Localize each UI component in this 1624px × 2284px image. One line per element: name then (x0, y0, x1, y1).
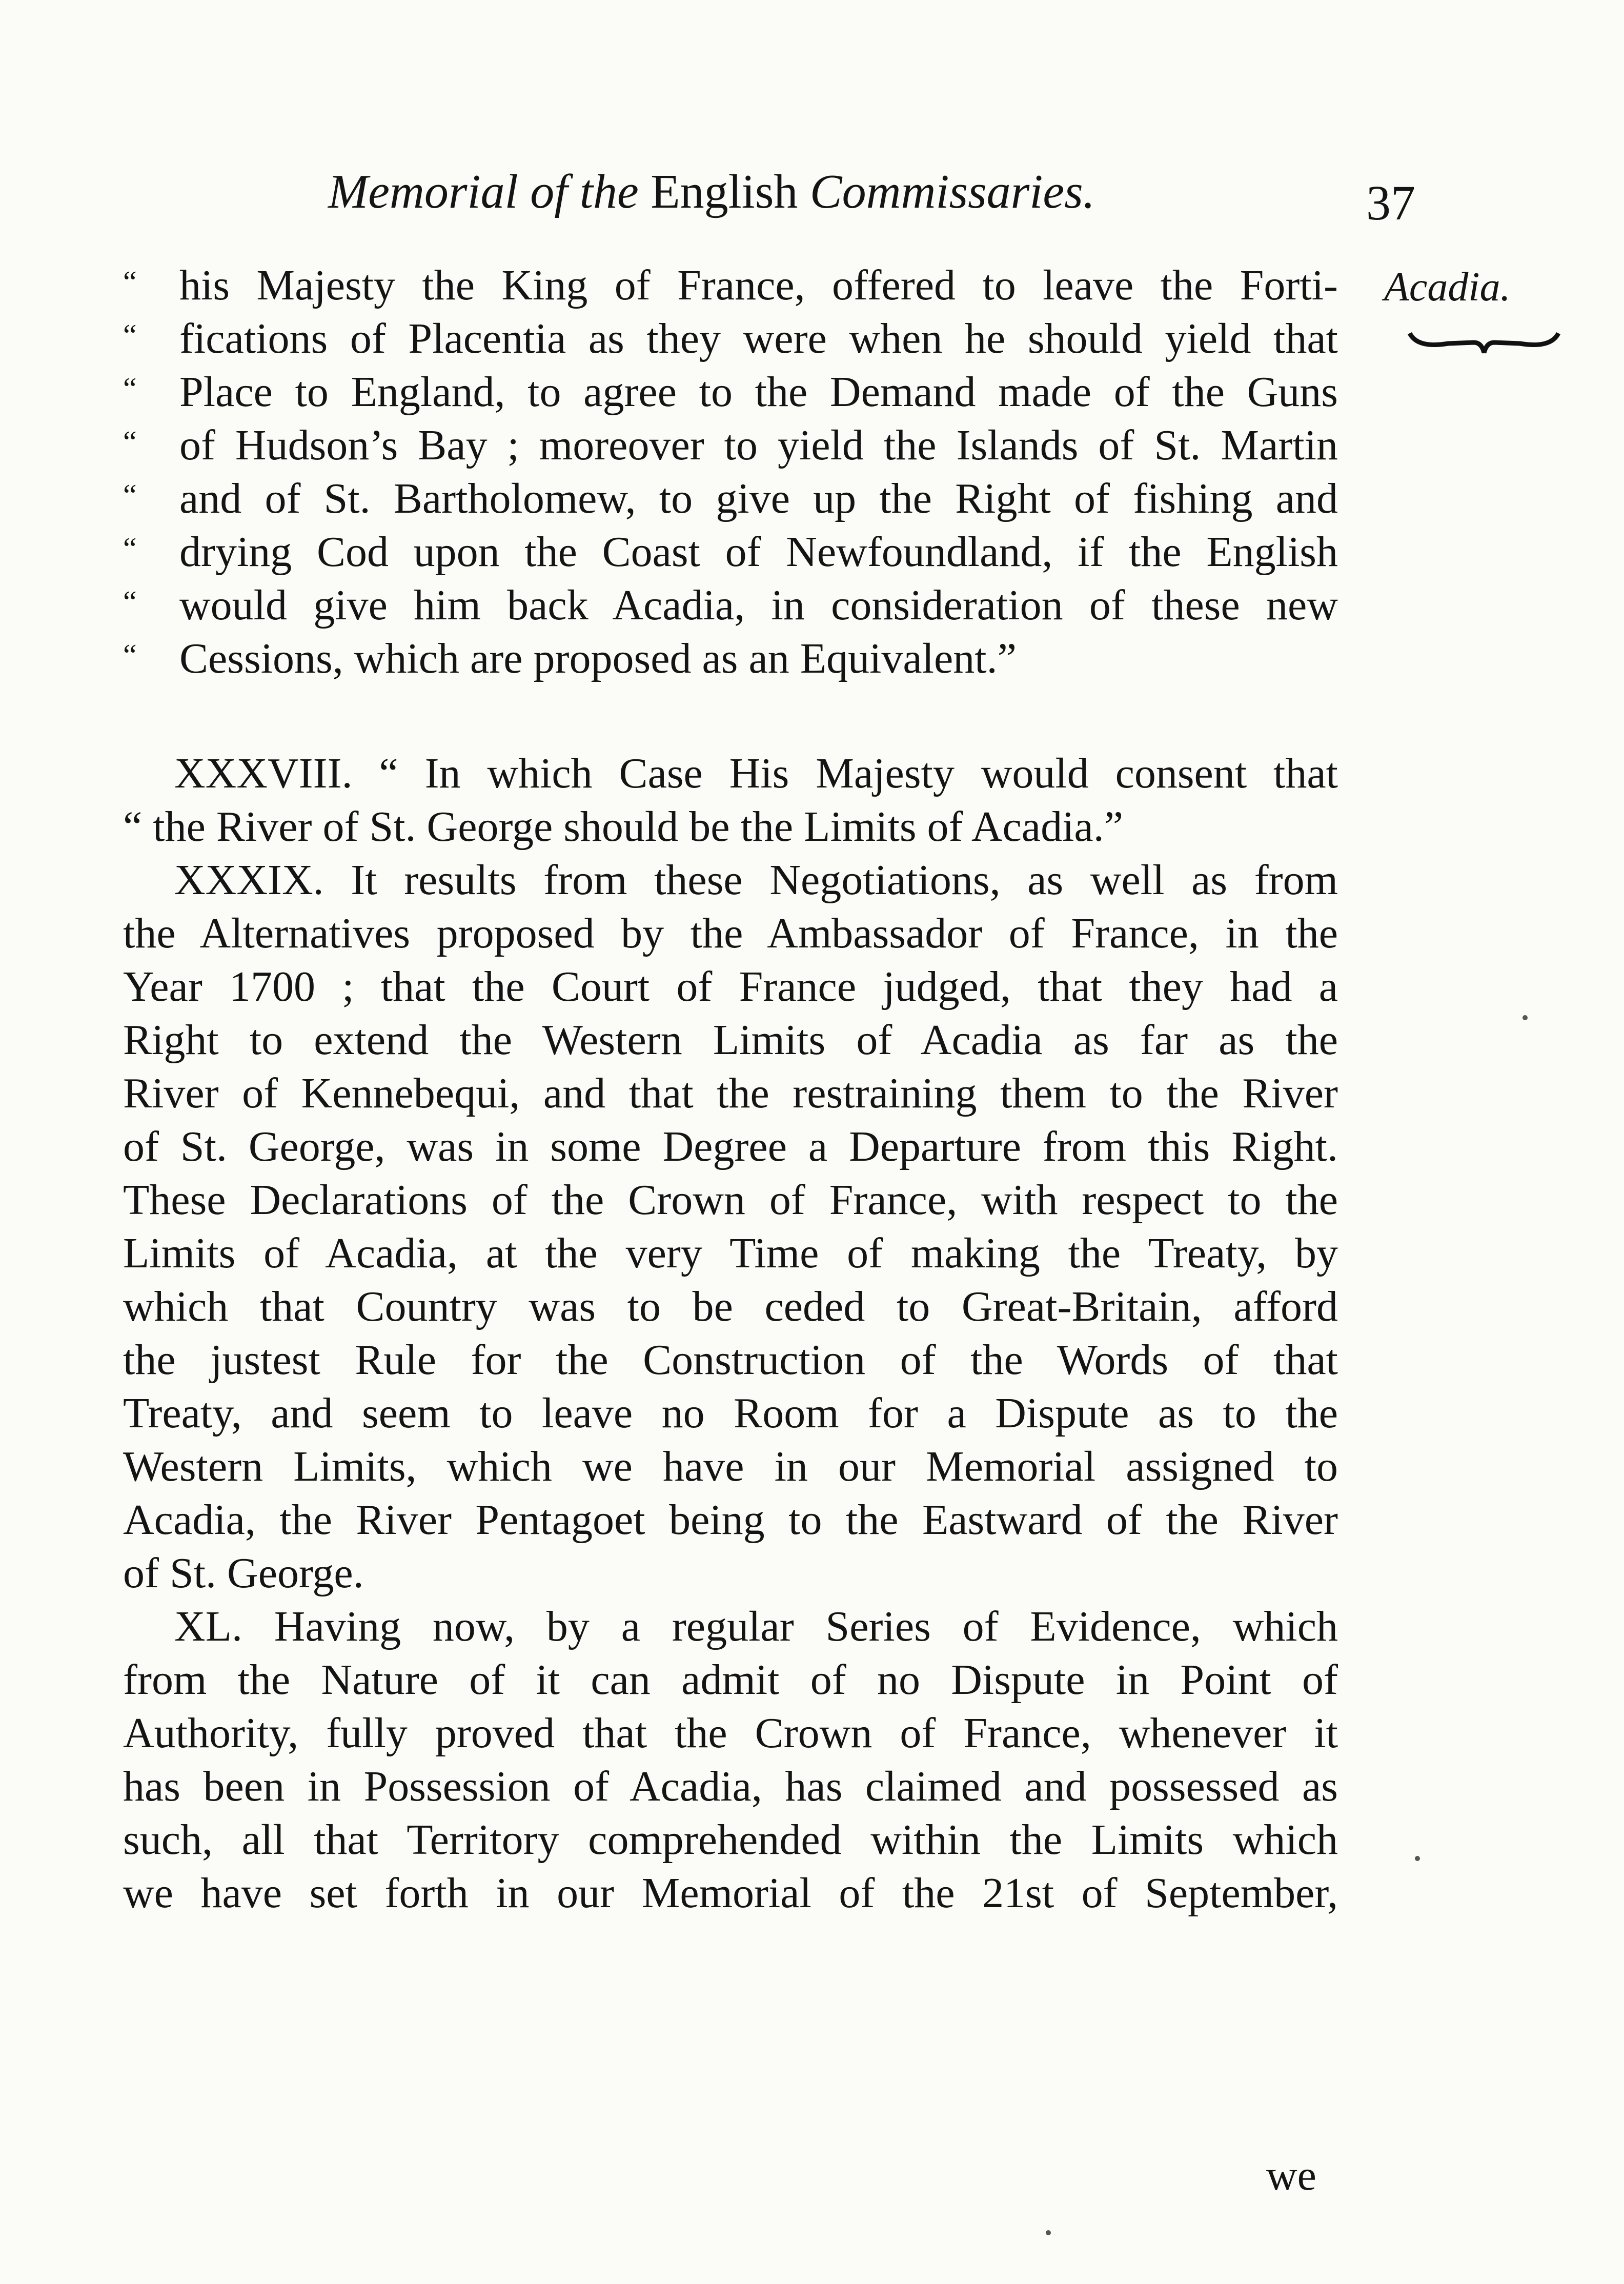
running-title-part1: Memorial of the (328, 165, 639, 218)
paragraph-line: from the Nature of it can admit of no Dispute in Point of (123, 1656, 1338, 1704)
quote-line (123, 472, 1338, 525)
quote-mark: “ (123, 318, 137, 352)
paragraph-xxxviii (123, 747, 1338, 854)
quote-line (123, 632, 1338, 685)
running-header (0, 164, 1624, 246)
paragraph-xxxix (123, 854, 1338, 1600)
quote-line (123, 525, 1338, 579)
paragraph-line: of St. George, was in some Degree a Departure from this Right. (123, 1123, 1338, 1170)
paragraph-line: Acadia, the River Pentagoet being to the Eastward of the River (123, 1496, 1338, 1544)
paragraph-line: Authority, fully proved that the Crown of France, whenever it (123, 1709, 1338, 1757)
print-speck (1522, 1015, 1528, 1020)
quote-line-text: would give him back Acadia, in consideration of these new (179, 581, 1338, 629)
paragraph-line: has been in Possession of Acadia, has claimed and possessed as (123, 1763, 1338, 1810)
paragraph-line: XXXIX. It results from these Negotiations, as well as from (174, 856, 1338, 904)
paragraph-line: which that Country was to be ceded to Great-Britain, afford (123, 1283, 1338, 1330)
quote-line (123, 579, 1338, 632)
paragraph-line: Year 1700 ; that the Court of France judged, that they had a (123, 963, 1338, 1010)
quote-line-text: Cessions, which are proposed as an Equivalent.” (179, 635, 1017, 682)
quote-line-text: of Hudson’s Bay ; moreover to yield the Islands of St. Martin (179, 421, 1338, 469)
paragraph-line: These Declarations of the Crown of France, with respect to the (123, 1176, 1338, 1224)
running-title (328, 164, 1251, 219)
quote-mark: “ (123, 638, 137, 672)
quote-line-text: drying Cod upon the Coast of Newfoundland, if the English (179, 528, 1338, 576)
print-speck (1046, 2230, 1051, 2235)
paragraph-line: XXXVIII. “ In which Case His Majesty would consent that (174, 750, 1338, 797)
quote-line-text: Place to England, to agree to the Demand made of the Guns (179, 368, 1338, 416)
quote-mark: “ (123, 585, 137, 619)
quote-mark: “ (123, 265, 137, 299)
paragraph-line: “ the River of St. George should be the Limits of Acadia.” (123, 803, 1123, 851)
quote-mark: “ (123, 425, 137, 459)
paragraph-line: Treaty, and seem to leave no Room for a Dispute as to the (123, 1389, 1338, 1437)
running-title-part2: English (651, 165, 798, 218)
catchword: we (1266, 2152, 1316, 2199)
paragraph-line: River of Kennebequi, and that the restraining them to the River (123, 1069, 1338, 1117)
quote-line-text: fications of Placentia as they were when he should yield that (179, 315, 1338, 362)
quoted-passage (123, 259, 1338, 685)
section-gap (123, 685, 1338, 747)
paragraph-line: Right to extend the Western Limits of Acadia as far as the (123, 1016, 1338, 1064)
paragraph-xl (123, 1600, 1338, 1920)
quote-mark: “ (123, 478, 137, 512)
print-speck (1415, 1856, 1420, 1861)
quote-line (123, 312, 1338, 366)
quote-line (123, 259, 1338, 312)
quote-mark: “ (123, 372, 137, 406)
quote-line (123, 366, 1338, 419)
quote-line-text: his Majesty the King of France, offered to leave the Forti- (179, 261, 1338, 309)
body-text (123, 259, 1338, 1920)
quote-mark: “ (123, 532, 137, 565)
paragraph-line: Western Limits, which we have in our Memorial assigned to (123, 1443, 1338, 1490)
paragraph-line: the Alternatives proposed by the Ambassador of France, in the (123, 909, 1338, 957)
margin-brace-icon (1407, 328, 1561, 359)
quote-line (123, 419, 1338, 472)
paragraph-line: XL. Having now, by a regular Series of Evidence, which (174, 1603, 1338, 1650)
margin-note-acadia: Acadia. (1384, 265, 1511, 310)
paragraph-line: Limits of Acadia, at the very Time of making the Treaty, by (123, 1229, 1338, 1277)
page-number: 37 (1366, 175, 1415, 230)
paragraph-line: we have set forth in our Memorial of the 21st of September, (123, 1869, 1338, 1917)
running-title-part3: Commissaries. (809, 165, 1095, 218)
paragraph-line: such, all that Territory comprehended within the Limits which (123, 1816, 1338, 1864)
paragraph-line: of St. George. (123, 1549, 364, 1597)
paragraph-line: the justest Rule for the Construction of the Words of that (123, 1336, 1338, 1384)
quote-line-text: and of St. Bartholomew, to give up the Right of fishing and (179, 475, 1338, 522)
